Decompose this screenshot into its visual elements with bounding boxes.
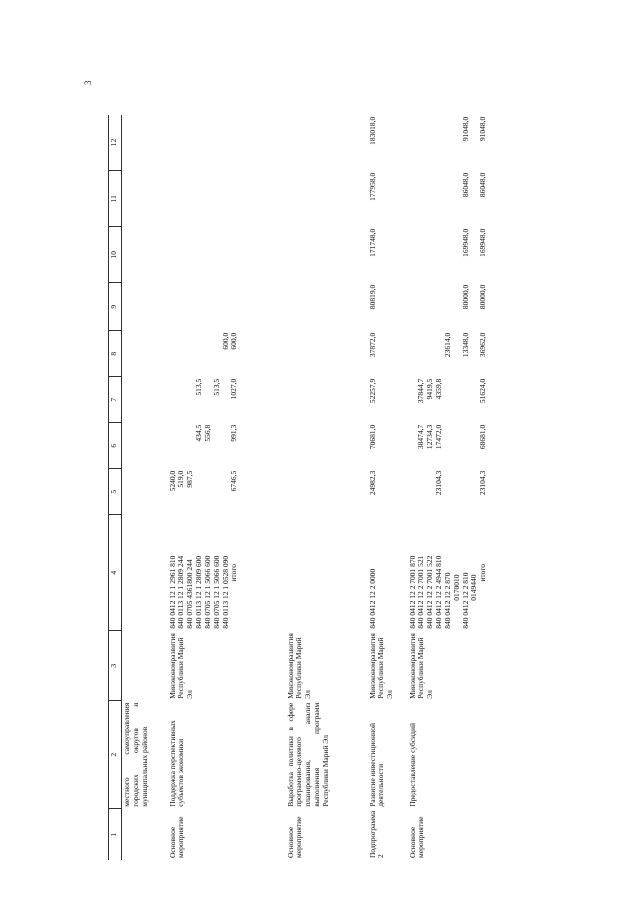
cell-type: Основное мероприятие bbox=[407, 816, 426, 858]
header-cell: 8 bbox=[109, 331, 122, 377]
header-cell: 6 bbox=[109, 423, 122, 469]
header-cell: 12 bbox=[109, 115, 122, 171]
cell-codes: 840 0412 12 2 0000 bbox=[367, 568, 377, 629]
cell-type bbox=[122, 809, 168, 860]
cell-values: 513,5 513,5 1027,0 bbox=[194, 378, 239, 400]
header-cell: 1 bbox=[109, 809, 122, 860]
budget-table bbox=[108, 115, 518, 860]
cell-executor: Минэкономразвития Республики Марий Эл bbox=[285, 633, 313, 699]
header-cell: 11 bbox=[109, 171, 122, 227]
page-number: 3 bbox=[83, 80, 93, 85]
code-line: 840 0412 12 1 2961 810 bbox=[167, 555, 177, 629]
header-cell: 9 bbox=[109, 283, 122, 331]
header-cell: 2 bbox=[109, 701, 122, 809]
cell-type: Основное мероприятие bbox=[167, 816, 186, 858]
cell-values: 434,5 556,8 991,3 bbox=[194, 424, 239, 442]
cell-name: Развитие инвестиционной деятельности bbox=[367, 723, 386, 807]
code-line: 840 0113 12 1 0528 090 bbox=[220, 555, 230, 629]
cell-name: Выработка политики в сфере программно-целевого планирования, анализ выполнения программ Республики Марий Эл bbox=[285, 702, 330, 807]
cell-codes bbox=[168, 515, 286, 631]
table-row bbox=[122, 115, 168, 860]
header-cell: 7 bbox=[109, 377, 122, 423]
rotated-table-sheet bbox=[108, 100, 528, 860]
cell-executor: Минэкономразвития Республики Марий Эл bbox=[367, 633, 395, 699]
table-row bbox=[168, 115, 286, 860]
table-row bbox=[286, 115, 368, 860]
cell-values: 600,0 600,0 bbox=[220, 332, 239, 350]
table-row: Подпрограмма 2 Развитие инвестиционной деятельности Минэкономразвития Республики Марий Эл 840 0412 12 2 0000 24982,3 70681,0 52257,9 37872,0 80819,0 171748,0 177958,0 183018,0 bbox=[368, 115, 408, 860]
header-cell: 3 bbox=[109, 631, 122, 701]
cell-executor: Минэкономразвития Республики Марий Эл bbox=[167, 633, 195, 699]
cell-type: Подпрограмма 2 bbox=[367, 810, 386, 858]
header-cell: 10 bbox=[109, 227, 122, 283]
cell-executor: Минэкономразвития Республики Марий Эл bbox=[407, 633, 435, 699]
code-line: 840 0113 12 1 2809 600 bbox=[194, 555, 204, 629]
cell-executor bbox=[122, 631, 168, 701]
cell-values: 5240,0 519,0 987,5 6746,5 bbox=[167, 470, 239, 492]
code-line: 840 0705 4361800 244 bbox=[185, 559, 195, 629]
cell-codes: 840 0412 12 2 7001 870 840 0412 12 2 7001 521 840 0412 12 2 7001 522 840 0412 12 2 4944 810 840 0412 12 2 870 0170010 840 0412 12 2 810 0149440 итого bbox=[407, 555, 488, 629]
cell-type: Основное мероприятие bbox=[285, 816, 304, 858]
header-row bbox=[109, 115, 122, 860]
table-row: Основное мероприятие Предоставление субсидий Минэкономразвития Республики Марий Эл 840 0412 12 2 7001 870 840 0412 12 2 7001 521 840 0412 12 2 7001 522 840 0412 12 2 4944 810 840 0412 12 2 870 0170010 840 0412 12 2 810 0149440 итого 23104,3 23104,3 38474,7 12734,3 17472,0 68681,0 37844,7 9419,5 4359,8 51624,0 23614,0 13348,0 36962,0 80000,0 80000,0 169948,0 169948,0 86048,0 86048,0 91048,0 91048,0 bbox=[408, 115, 518, 860]
code-line: 840 0705 12 1 5066 600 bbox=[202, 555, 212, 629]
header-cell: 4 bbox=[109, 515, 122, 631]
code-line: 840 0705 12 1 5066 600 bbox=[211, 555, 221, 629]
code-line: 840 0113 12 1 2809 244 bbox=[176, 555, 186, 629]
cell-name: Предоставление субсидий bbox=[407, 722, 417, 807]
header-cell: 5 bbox=[109, 469, 122, 515]
cell-name: Поддержка перспективных субъектов экономики bbox=[167, 720, 186, 807]
itogo-label: итого bbox=[229, 563, 239, 582]
cell-name: местного самоуправления городских округов и муниципальных районов bbox=[122, 702, 149, 807]
